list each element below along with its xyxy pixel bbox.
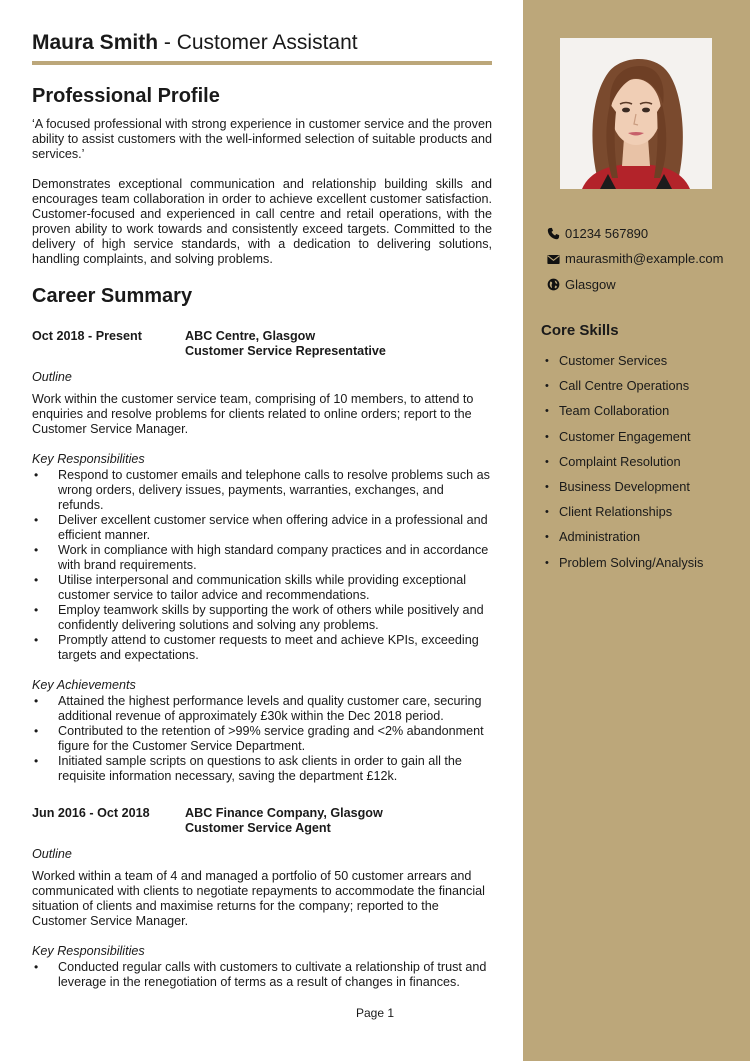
- job-entry: [32, 806, 492, 990]
- list-item: • Employ teamwork skills by supporting the work of others while positively and confidently delivering solutions and solving any problems.: [32, 603, 492, 633]
- list-item: • Contributed to the retention of >99% service grading and <2% abandonment figure for the Customer Service Department.: [32, 724, 492, 754]
- job-org: [185, 806, 383, 836]
- skills-list: [541, 353, 746, 580]
- list-item: • Initiated sample scripts on questions to ask clients in order to gain all the requisite information necessary, saving the department £12k.: [32, 754, 492, 784]
- profile-heading: Professional Profile: [32, 85, 220, 107]
- title-separator: -: [158, 31, 177, 54]
- outline-label: Outline: [32, 847, 72, 861]
- list-item: • Team Collaboration: [541, 403, 746, 428]
- job-outline: Worked within a team of 4 and managed a portfolio of 50 customer arrears and communicated with clients to negotiate repayments to accommodate the financial situation of clients and maximise returns for the company; reported to the Customer Service Manager.: [32, 869, 485, 928]
- candidate-name: Maura Smith: [32, 31, 159, 54]
- location-text: Glasgow: [565, 276, 616, 292]
- list-item: • Client Relationships: [541, 504, 746, 529]
- responsibilities-label: Key Responsibilities: [32, 944, 145, 958]
- envelope-icon: [547, 254, 565, 265]
- job-dates: Oct 2018 - Present: [32, 329, 142, 343]
- career-heading: Career Summary: [32, 285, 193, 307]
- page-number: Page 1: [355, 1006, 395, 1020]
- list-item: • Work in compliance with high standard company practices and in accordance with brand requirements.: [32, 543, 492, 573]
- list-item: • Conducted regular calls with customers to cultivate a relationship of trust and leverage in the renegotiation of terms as a result of changes in finances.: [32, 960, 492, 990]
- list-item: • Customer Engagement: [541, 429, 746, 454]
- list-item: • Customer Services: [541, 353, 746, 378]
- job-dates: Jun 2016 - Oct 2018: [32, 806, 150, 820]
- achievements-label: Key Achievements: [32, 678, 136, 692]
- responsibilities-label: Key Responsibilities: [32, 452, 145, 466]
- contact-details: [547, 221, 742, 298]
- job-entry: [32, 329, 492, 784]
- list-item: • Utilise interpersonal and communication skills while providing exceptional customer service to tailor advice and recommendations.: [32, 573, 492, 603]
- phone-icon: [547, 227, 565, 240]
- list-item: • Problem Solving/Analysis: [541, 555, 746, 580]
- list-item: • Promptly attend to customer requests to meet and achieve KPIs, exceeding targets and expectations.: [32, 633, 492, 663]
- outline-label: Outline: [32, 370, 72, 384]
- job-org: [185, 329, 386, 359]
- profile-summary: Demonstrates exceptional communication and relationship building skills and encourages team collaboration in order to achieve excellent customer satisfaction. Customer-focused and experienced in call centre and retail operations, with the proven ability to work towards and consistently exceed targets. Committed to the delivery of high service standards, with a dedication to delivering solutions, handling complaints, and solving problems.: [32, 177, 492, 266]
- list-item: • Business Development: [541, 479, 746, 504]
- list-item: • Respond to customer emails and telephone calls to resolve problems such as wrong orders, delivery issues, payments, warranties, exchanges, and refunds.: [32, 468, 492, 513]
- job-position: Customer Service Agent: [185, 821, 331, 835]
- contact-email: [547, 247, 742, 273]
- contact-location: [547, 272, 742, 298]
- contact-phone: [547, 221, 742, 247]
- career-section: [32, 283, 492, 990]
- job-position: Customer Service Representative: [185, 344, 386, 358]
- main-column: [32, 28, 492, 990]
- list-item: • Call Centre Operations: [541, 378, 746, 403]
- responsibilities-list: [32, 468, 492, 663]
- portrait-image: [560, 38, 712, 189]
- job-company: ABC Centre, Glasgow: [185, 329, 316, 343]
- globe-icon: [547, 278, 565, 291]
- list-item: • Attained the highest performance levels and quality customer care, securing additional revenue of approximately £30k within the Dec 2018 period.: [32, 694, 492, 724]
- job-header: [32, 329, 492, 359]
- profile-photo: [560, 38, 712, 189]
- list-item: • Complaint Resolution: [541, 454, 746, 479]
- email-address: maurasmith@example.com: [565, 251, 724, 267]
- skills-heading: Core Skills: [541, 322, 619, 339]
- phone-number: 01234 567890: [565, 225, 649, 241]
- achievements-list: [32, 694, 492, 784]
- profile-section: [32, 83, 492, 267]
- list-item: • Deliver excellent customer service when offering advice in a professional and efficient manner.: [32, 513, 492, 543]
- responsibilities-list: [32, 960, 492, 990]
- candidate-role: Customer Assistant: [176, 31, 358, 54]
- sidebar: [523, 0, 750, 1061]
- job-header: [32, 806, 492, 836]
- profile-quote: ‘A focused professional with strong experience in customer service and the proven ability to assist customers with the well-informed selection of suitable products and services.’: [32, 117, 492, 161]
- list-item: • Administration: [541, 529, 746, 554]
- page-title: [32, 28, 492, 65]
- job-outline: Work within the customer service team, comprising of 10 members, to attend to enquiries and resolve problems for clients related to online orders; report to the Customer Service Manager.: [32, 392, 474, 436]
- job-company: ABC Finance Company, Glasgow: [185, 806, 383, 820]
